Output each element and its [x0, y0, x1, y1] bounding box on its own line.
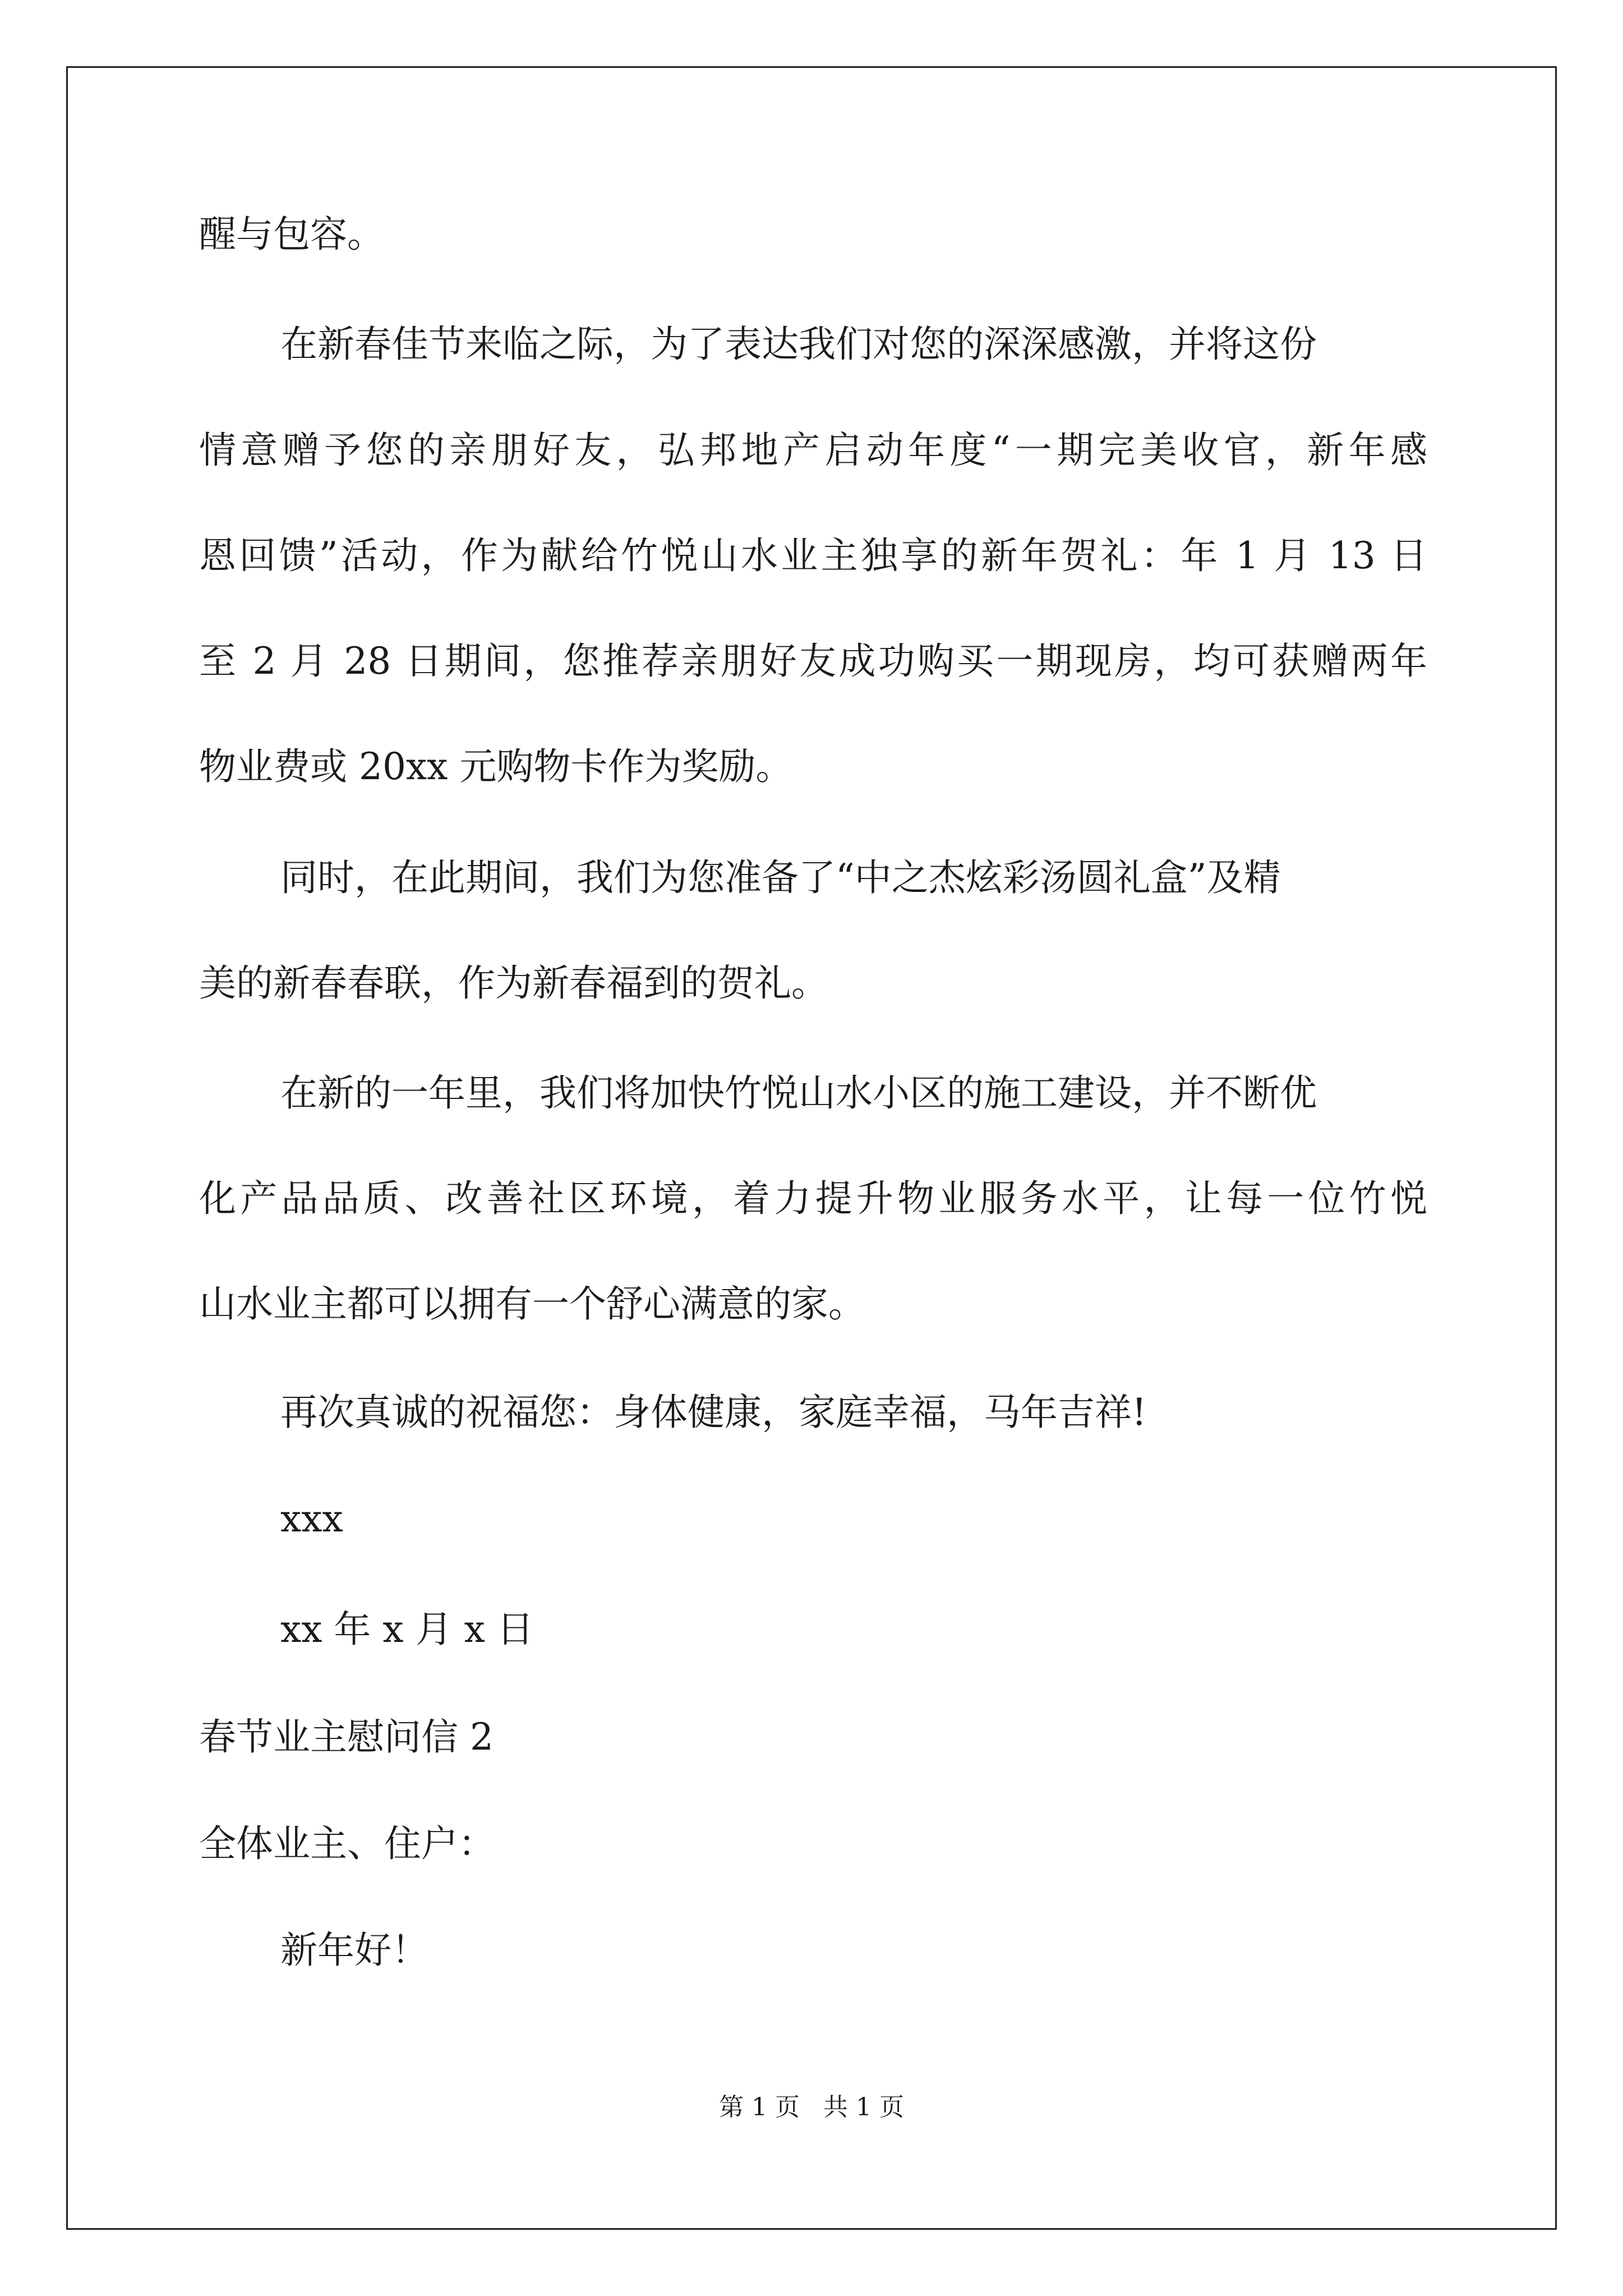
signature-date: xx 年 x 月 x 日: [280, 1608, 534, 1651]
paragraph-line-5: 至 2 月 28 日期间，您推荐亲朋好友成功购买一期现房，均可获赠两年: [199, 639, 1427, 683]
paragraph-line-3: 情意赠予您的亲朋好友，弘邦地产启动年度“一期完美收官，新年感: [199, 429, 1427, 472]
page-border: [66, 66, 1557, 2230]
paragraph-line-8: 美的新春春联，作为新春福到的贺礼。: [199, 961, 828, 1005]
paragraph-line-10: 化产品品质、改善社区环境，着力提升物业服务水平，让每一位竹悦: [199, 1177, 1427, 1220]
paragraph-line-1: 醒与包容。: [199, 213, 384, 256]
greeting-line: 再次真诚的祝福您：身体健康，家庭幸福，马年吉祥!: [280, 1391, 1147, 1434]
paragraph-line-6: 物业费或 20xx 元购物卡作为奖励。: [199, 745, 793, 788]
page-footer: 第 1 页 共 1 页: [719, 2093, 904, 2122]
opening-greeting: 新年好！: [280, 1929, 428, 1972]
paragraph-line-11: 山水业主都可以拥有一个舒心满意的家。: [199, 1282, 865, 1326]
paragraph-line-7: 同时，在此期间，我们为您准备了“中之杰炫彩汤圆礼盒”及精: [280, 856, 1281, 899]
signature-name: xxx: [280, 1497, 343, 1540]
paragraph-line-4: 恩回馈”活动，作为献给竹悦山水业主独享的新年贺礼：年 1 月 13 日: [199, 534, 1427, 577]
salutation: 全体业主、住户：: [199, 1822, 495, 1865]
paragraph-line-9: 在新的一年里，我们将加快竹悦山水小区的施工建设，并不断优: [280, 1071, 1317, 1115]
paragraph-line-2: 在新春佳节来临之际，为了表达我们对您的深深感激，并将这份: [280, 323, 1317, 366]
section-title: 春节业主慰问信 2: [199, 1715, 494, 1759]
